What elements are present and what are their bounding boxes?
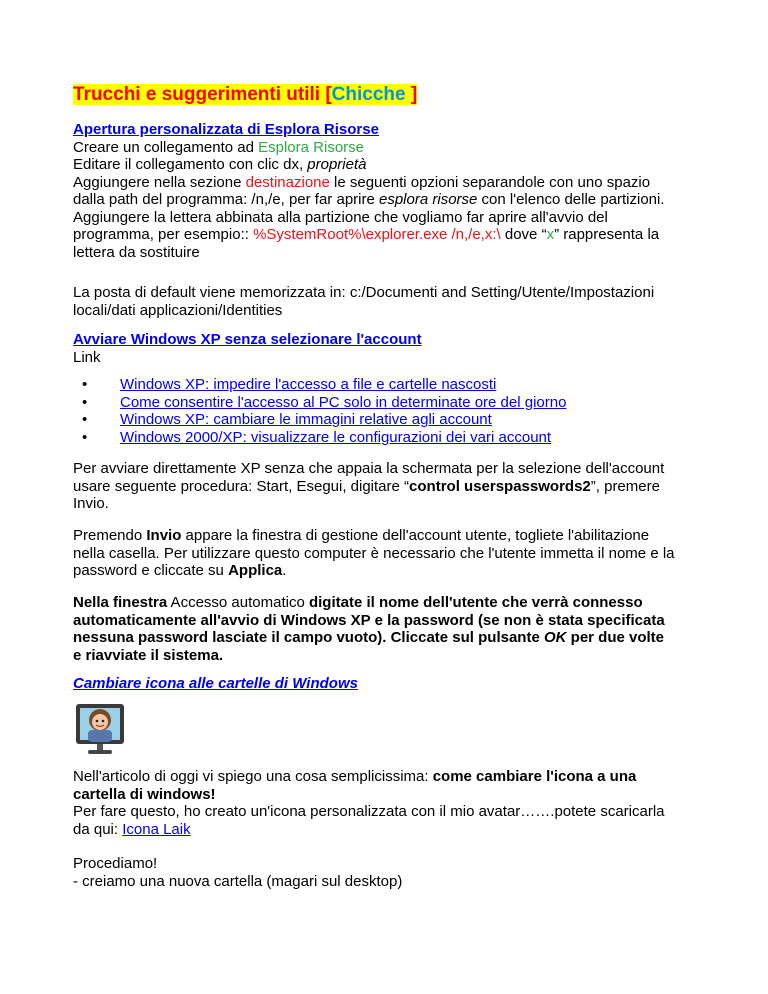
- section2-paragraph1: Per avviare direttamente XP senza che appaia la schermata per la selezione dell'account usare seguente procedura: Start, Esegui, digitare “control userspasswords2”, premere Invio.: [73, 460, 665, 512]
- section1-line6: programma, per esempio:: %SystemRoot%\explorer.exe /n,/e,x:\ dove “x” rappresenta la: [73, 226, 660, 243]
- avatar-icon: [74, 698, 126, 756]
- section1-line1: Creare un collegamento ad Esplora Risorse: [73, 138, 364, 156]
- list-item: [73, 429, 713, 447]
- related-link[interactable]: Windows 2000/XP: visualizzare le configurazioni dei vari account: [120, 428, 552, 446]
- mail-note-line2: locali/dati applicazioni/Identities: [73, 301, 283, 319]
- related-link[interactable]: Windows XP: cambiare le immagini relative agli account: [120, 411, 492, 428]
- mail-note-line1: La posta di default viene memorizzata in: c:/Documenti and Setting/Utente/Impostazioni: [73, 284, 655, 301]
- section2-paragraph3: Nella finestra Accesso automatico digitate il nome dell'utente che verrà connesso automaticamente all'avvio di Windows XP e la password (se non è stata specificata nessuna password lasciate il campo vuoto). Cliccate sul pulsante OK per due volte e riavviate il sistema.: [73, 594, 665, 664]
- section3-heading-link[interactable]: Cambiare icona alle cartelle di Windows: [73, 675, 358, 692]
- section1-line3: Aggiungere nella sezione destinazione le seguenti opzioni separandole con uno spazio: [73, 173, 651, 191]
- section3-paragraph1: Nell'articolo di oggi vi spiego una cosa semplicissima: come cambiare l'icona a una cartella di windows! Per fare questo, ho creato un'icona personalizzata con il mio avatar…….potete scaricarla da qui: Icona Laik: [73, 768, 665, 838]
- section-windows-xp: [73, 331, 713, 446]
- section1-line5: Aggiungere la lettera abbinata alla partizione che vogliamo far aprire all'avvio del: [73, 208, 608, 226]
- title-text: Trucchi e suggerimenti utili [: [73, 84, 332, 105]
- related-links-list: [73, 376, 713, 446]
- list-item: [73, 411, 713, 429]
- section3-paragraph2: Procediamo! - creiamo una nuova cartella (magari sul desktop): [73, 855, 403, 890]
- section1-line7: lettera da sostituire: [73, 243, 200, 261]
- bullet-icon: •: [82, 428, 88, 446]
- title-chicche-link[interactable]: Chicche: [331, 84, 406, 105]
- title-close-bracket: ]: [405, 84, 418, 105]
- section2-paragraph2: Premendo Invio appare la finestra di gestione dell'account utente, togliete l'abilitazione nella casella. Per utilizzare questo computer è necessario che l'utente immetta il nome e la password e cliccate su Applica.: [73, 527, 675, 579]
- bullet-icon: •: [82, 411, 88, 428]
- icona-laik-link[interactable]: Icona Laik: [122, 820, 191, 838]
- section1-heading-link[interactable]: Apertura personalizzata di Esplora Risorse: [73, 121, 379, 138]
- mail-note: [73, 284, 713, 319]
- page-title: [73, 84, 417, 106]
- related-link[interactable]: Windows XP: impedire l'accesso a file e cartelle nascosti: [120, 376, 497, 393]
- bullet-icon: •: [82, 393, 88, 411]
- list-item: [73, 376, 713, 394]
- related-link[interactable]: Come consentire l'accesso al PC solo in determinate ore del giorno: [120, 393, 567, 411]
- bullet-icon: •: [82, 376, 88, 393]
- section-cambiare-icona: [73, 675, 713, 693]
- list-item: [73, 394, 713, 412]
- section1-line4: dalla path del programma: /n,/e, per far aprire esplora risorse con l'elenco delle partizioni.: [73, 191, 665, 208]
- title-highlight: [73, 84, 417, 105]
- section2-heading-link[interactable]: Avviare Windows XP senza selezionare l'account: [73, 331, 422, 348]
- esplora-risorse-link[interactable]: Esplora Risorse: [258, 138, 364, 156]
- section-esplora-risorse: [73, 121, 713, 261]
- section1-line2: Editare il collegamento con clic dx, proprietà: [73, 156, 367, 173]
- link-label: Link: [73, 348, 101, 366]
